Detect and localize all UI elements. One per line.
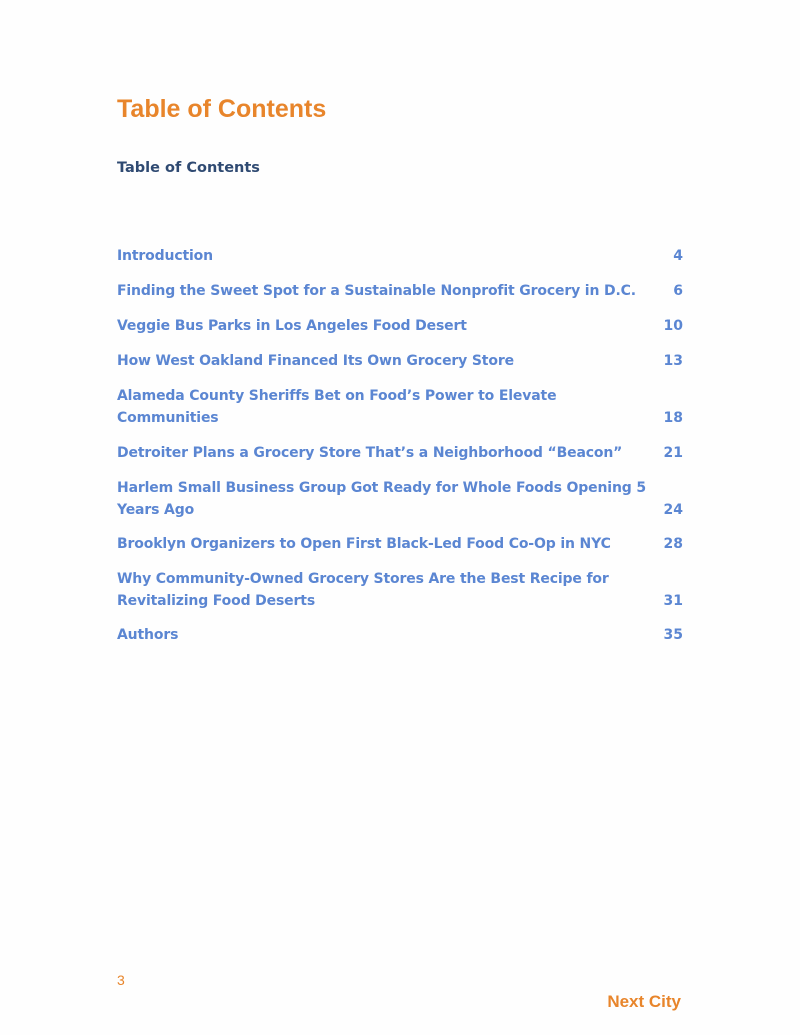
toc-entry-title: Alameda County Sheriffs Bet on Food’s Power to Elevate Communities: [117, 388, 557, 426]
toc-entry-alameda-county[interactable]: [117, 385, 683, 429]
toc-entry-page: 18: [663, 410, 683, 426]
toc-entry-veggie-bus[interactable]: [117, 315, 683, 337]
toc-entry-title: Finding the Sweet Spot for a Sustainable Nonprofit Grocery in D.C.: [117, 283, 636, 299]
toc-entry-community-owned[interactable]: [117, 568, 683, 612]
toc-entry-page: 35: [663, 627, 683, 643]
toc-entry-page: 13: [663, 353, 683, 369]
brand-name: Next City: [607, 992, 681, 1011]
toc-entry-page: 6: [673, 283, 683, 299]
table-of-contents: [117, 245, 683, 659]
toc-entry-title: Brooklyn Organizers to Open First Black-Led Food Co-Op in NYC: [117, 536, 611, 552]
toc-entry-authors[interactable]: [117, 624, 683, 646]
toc-entry-page: 4: [673, 248, 683, 264]
toc-entry-detroiter[interactable]: [117, 442, 683, 464]
toc-entry-title: How West Oakland Financed Its Own Grocery Store: [117, 353, 514, 369]
toc-entry-title: Veggie Bus Parks in Los Angeles Food Desert: [117, 318, 467, 334]
toc-entry-title: Detroiter Plans a Grocery Store That’s a Neighborhood “Beacon”: [117, 445, 623, 461]
toc-entry-page: 28: [663, 536, 683, 552]
toc-entry-page: 24: [663, 502, 683, 518]
page-title: Table of Contents: [117, 95, 327, 123]
toc-entry-page: 21: [663, 445, 683, 461]
page-number: 3: [117, 972, 125, 988]
toc-entry-title: Introduction: [117, 248, 213, 264]
toc-entry-brooklyn[interactable]: [117, 533, 683, 555]
toc-entry-page: 10: [663, 318, 683, 334]
toc-heading: Table of Contents: [117, 160, 260, 176]
toc-entry-title: Authors: [117, 627, 179, 643]
toc-entry-title: Why Community-Owned Grocery Stores Are the Best Recipe for Revitalizing Food Deserts: [117, 571, 609, 609]
toc-entry-page: 31: [663, 593, 683, 609]
toc-entry-introduction[interactable]: [117, 245, 683, 267]
toc-entry-title: Harlem Small Business Group Got Ready for Whole Foods Opening 5 Years Ago: [117, 480, 646, 518]
toc-entry-harlem[interactable]: [117, 477, 683, 521]
toc-entry-west-oakland[interactable]: [117, 350, 683, 372]
toc-entry-sweet-spot[interactable]: [117, 280, 683, 302]
